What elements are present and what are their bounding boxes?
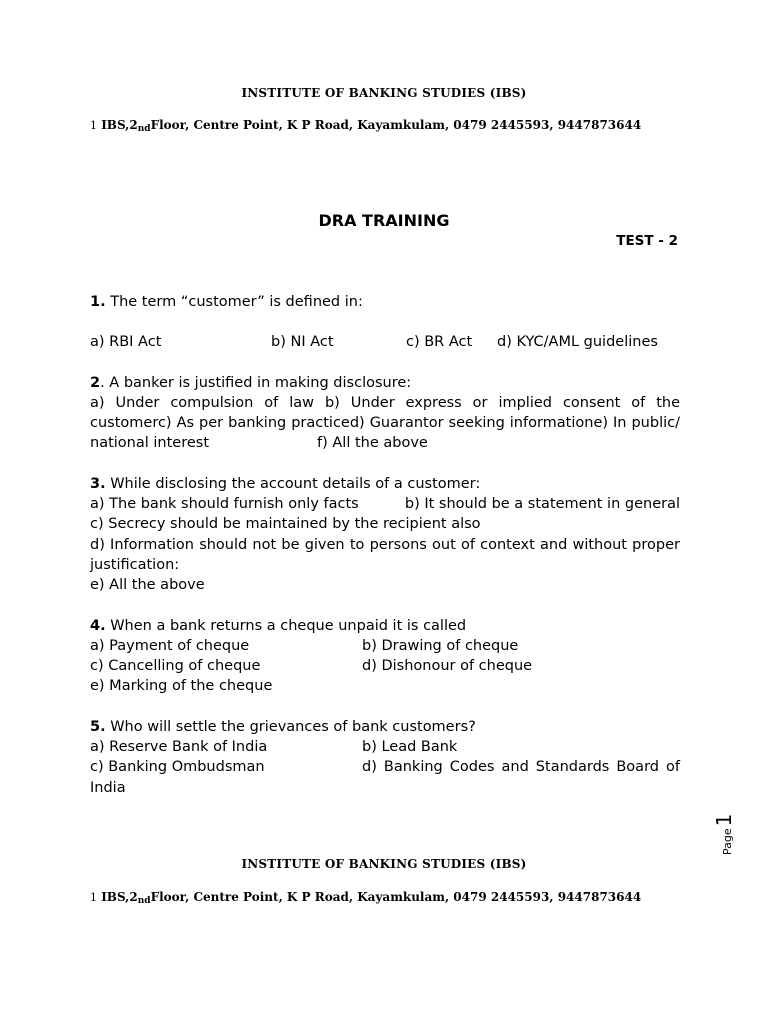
question-text: The term “customer” is defined in: [105,294,363,310]
option-line-3 [90,433,680,453]
question-text: Who will settle the grievances of bank customers? [105,718,476,735]
question-number: 3. [90,475,106,492]
question-text: While disclosing the account details of a customer: [105,475,481,492]
option-b: b) Lead Bank [362,739,458,756]
option-national-interest: national interest [90,435,210,452]
test-label: TEST - 2 [616,233,678,249]
option-d: d) Dishonour of cheque [362,658,533,675]
question-1 [90,292,680,353]
option-b: b) NI Act [271,334,334,351]
option-c: c) BR Act [406,334,473,351]
option-a: a) RBI Act [90,334,162,351]
address-pre: IBS,2 [101,890,138,904]
address-post: Floor, Centre Point, K P Road, Kayamkulam, 0479 2445593, 9447873644 [150,118,642,132]
address-number: 1 [90,119,97,132]
address-number: 1 [90,891,97,904]
page-title: DRA TRAINING [318,211,450,230]
question-number: 1. [90,294,106,310]
option-d-cont: justification: [90,556,180,573]
address-sub: nd [137,896,151,906]
option-c: c) Banking Ombudsman [90,759,265,776]
option-b: b) Drawing of cheque [362,637,519,654]
question-number: 2 [90,374,101,391]
question-5 [90,717,680,798]
option-e: e) Marking of the cheque [90,678,273,695]
question-number: 5. [90,718,106,735]
option-c: c) Secrecy should be maintained by the recipient also [90,516,481,533]
question-4 [90,616,680,697]
option-b: b) It should be a statement in general [404,496,680,513]
question-list [90,292,680,818]
institute-name-top: INSTITUTE OF BANKING STUDIES (IBS) [241,86,527,100]
option-d-cont: India [90,779,126,796]
question-text: When a bank returns a cheque unpaid it is called [105,617,467,634]
question-number: 4. [90,617,106,634]
institute-name-bottom: INSTITUTE OF BANKING STUDIES (IBS) [241,857,527,871]
options-row [90,332,680,352]
address-pre: IBS,2 [101,118,138,132]
address-post: Floor, Centre Point, K P Road, Kayamkulam, 0479 2445593, 9447873644 [150,890,642,904]
option-f: f) All the above [317,435,428,452]
option-a: a) Payment of cheque [90,637,250,654]
question-text: . A banker is justified in making disclosure: [100,374,412,391]
option-line-2: customerc) As per banking practiced) Guarantor seeking informatione) In public/ [90,415,680,432]
address-sub: nd [137,124,151,134]
option-a: a) Reserve Bank of India [90,739,268,756]
option-d: d) Information should not be given to persons out of context and without proper [90,536,680,553]
page-number-label [712,814,736,855]
option-c: c) Cancelling of cheque [90,658,261,675]
option-a: a) The bank should furnish only facts [90,496,359,513]
option-d: d) KYC/AML guidelines [497,334,658,351]
option-d: d) Banking Codes and Standards Board of [362,759,680,776]
institute-address-bottom [90,890,641,906]
option-line-1: a) Under compulsion of law b) Under express or implied consent of the [90,394,680,411]
page-number: 1 [712,813,736,827]
option-e: e) All the above [90,577,205,594]
question-3 [90,474,680,596]
page-word: Page [721,828,734,855]
institute-address-top [90,118,641,134]
question-2 [90,373,680,454]
